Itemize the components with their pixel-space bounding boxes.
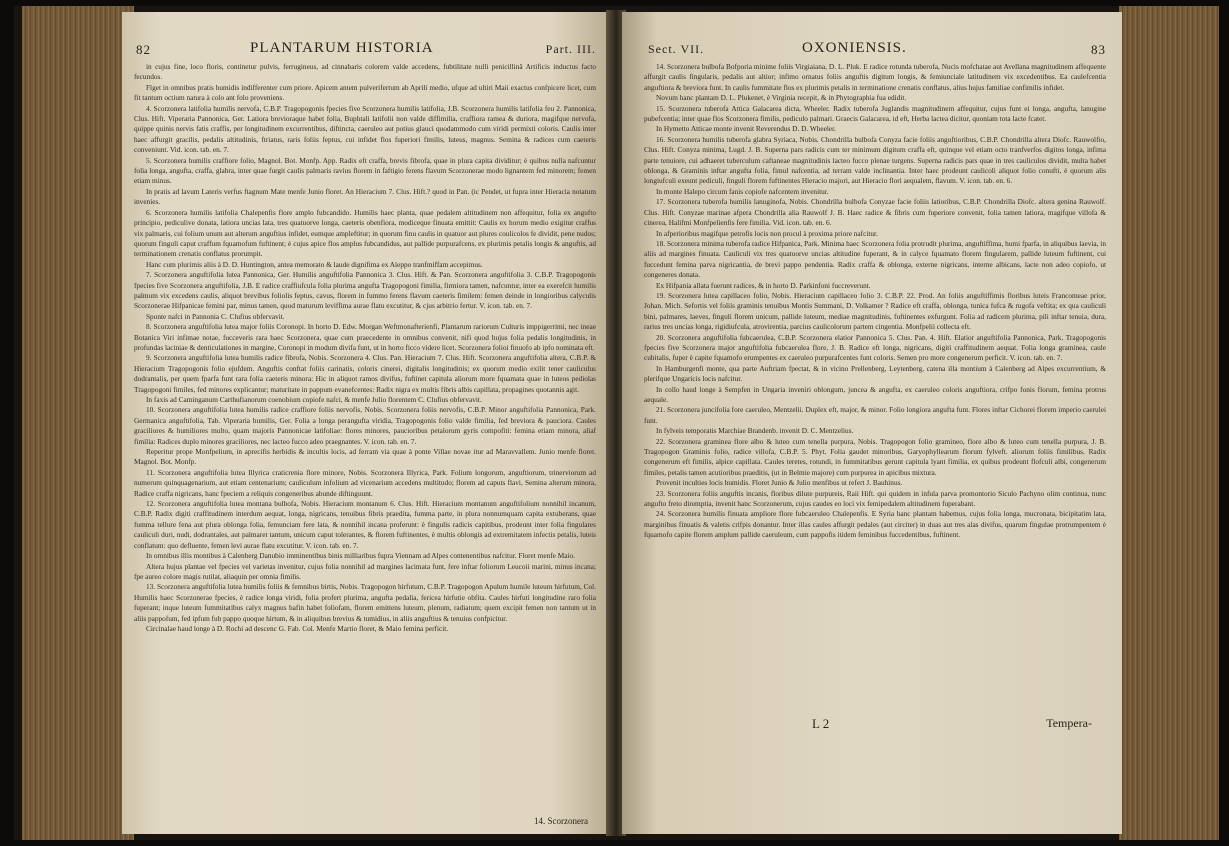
- paragraph: 5. Scorzonera humilis craffiore folio, Magnol. Bot. Monfp. App. Radix eft craffa, brevis fibrofa, quae in plura capita dividitur; è quibus nulla nafcuntur folia longa, angufta, craffa, glabra, inter quae furgit caulis palmaris ravius florem in faftigio ferens flavum Scorzonerae modo lignantem fed minorem; femen etiam minus.: [134, 155, 596, 186]
- right-page-text: [644, 62, 1106, 702]
- paragraph: Ex Hifpania allata fuerunt radices, & in horto D. Parkinfoni fuccreverunt.: [656, 280, 871, 290]
- paragraph: 18. Scorzonera minima tuberofa radice Hifpanica, Park. Minima haec Scorzonera folia protrudit plurima, anguftiffima, humi fparfa, in aliquibus laevia, in aliis ad margines finuata. Cauliculi vix tres quatuorve uncias altitudine fuperant, & in calyce fquamato florem fingularem, pallide luteum fuftinent, cui fuccedunt femina parva nigricantia, de brevi pappo pendentia. Radix craffa & oblonga, externe nigricans, interne albicans, lacte non adeo copiofo, ut congeneres donata.: [644, 238, 1106, 280]
- paragraph: Flget in omnibus pratis humidis indifferenter cum priore. Apicem antem pulverifertum ab Aprili medio, ufque ad ultiri Maii exactus confpicere licet, cum fit tantum octium natura à colo ant folo proveniens.: [134, 82, 596, 103]
- paragraph: 4. Scorzonera latifolia humilis nervofa, C.B.P. Tragopogonis fpecies five Scorzonera humilis latifolia, J.B. Scorzonera humilis latifolia feu 2. Pannonica, Clus. Hift. Viperaria Pannonica, Ger. Latiora brevioraque habet folia, Buphtali latifolii non valde diffimilia, craffiora ramea & duriora, magifque nervofa, quippe quinis nervis fatis craffis, per longitudinem excurrentibus, diftincta, caeruleo aut potius glauci quodammodo cum viridi permixti coloris. Caulis inter haec affurgit gracilis, pedalis altitudinis, ftriatus, raris foliis feptus, cui infidet flos fuperiori fimilis, luteus, magnus. Semina & radices cum caeteris conveniunt. Vid. icon. tab. en. 7.: [134, 103, 596, 155]
- paragraph: In afperioribus magifque petrofis locis non procul à proxima priore nafcitur.: [656, 228, 878, 238]
- paragraph: Circinalae haud longe à D. Rochi ad descenc G. Fab. Col. Menfe Martio floret, & Maio femina perficit.: [146, 623, 449, 633]
- left-page-edges: [22, 6, 134, 840]
- signature-mark: L 2: [812, 716, 830, 731]
- right-catchword: Tempera-: [1046, 716, 1092, 730]
- paragraph: In faxis ad Caminganum Carthufianorum coenobium copiofe nafci, & menfe Julio florentem C. Clufius obfervavit.: [146, 395, 482, 404]
- paragraph: Reperitur prope Monfpelium, in aprecifis herbidis & incultis locis, ad ferram via quae à ponte Villae novae itur ad Maravvallem. Junio menfe floret. Magnol. Bot. Monfp.: [134, 447, 596, 467]
- paragraph: Sponte nafci in Pannonia C. Clufius obfervavit.: [146, 311, 285, 321]
- paragraph: In monte Halepo circum fanis copiofe nafcentem invenitur.: [656, 186, 829, 196]
- paragraph: 13. Scorzonera anguftifolia lutea humilis foliis & femnibus birtis, Nobis. Tragopogon hirfutum, C.B.P. Tragopogon Apulum humile luteum hirfutum, Col. Humilis haec Scorzonerae fpecies, è radice longa viridi, folia profert plurima, angufta pedalia, fericea hirfutie obfita. Caules hirfuti longitudine raro folia fuperant; inque luteum fummitatibus calyx magnus bafin habet foliofam, florem emittens luteum, plenum, radiatum; quem excipit femen non tantum ut in aliis pappofum, fed ipfum fub pappo quoque hirtum, & in aliquibus brevius & tumidius, in aliis anguftius & tenuius confpicitur.: [134, 582, 596, 623]
- paragraph: 17. Scorzonera tuberofa humilis lanuginofa, Nobis. Chondrilla bulbofa Conyzae facie foliis latioribus, C.B.P. Chondrilla Diofc. altera genina Rauwolf. Clus. Hift. Conyzae marinae afpera Chondrilla alia Rauwolf J. B. Haec radice & fibris cum fuperiore convenit, folia tamen latiora, magifque villofa & cinerea, Halifmi Monfpelienfis fere fimilia. Vid. icon. tab. en. 6.: [644, 197, 1106, 228]
- paragraph: In fylveis temporatis Marchiae Brandenb. invenit D. C. Mentzelius.: [656, 426, 854, 436]
- paragraph: 15. Scorzonera tuberofa Attica Galacarea dicta, Wheeler. Radix tuberofa Juglandis magnitudinem affequitur, cujus funt ei longa, angufta, lanugine pubefcentia; inter quae flos Scorzonera fimilis, pediculo palmari. Graecis Galacarea, id eft, Herba lactea dicitur, quoniam tota lacte fcatet.: [644, 103, 1106, 124]
- paragraph: Provenit inculties locis humidis. Floret Junio & Julio menfibus ut refert J. Bauhinus.: [656, 478, 903, 488]
- left-page-text: [134, 62, 596, 802]
- paragraph: In pratis ad lavum Lateris verfus ftagnum Mate menfe Junio floret. An Hieracium 7. Clus. Hift.? quod in Pan. (ic Pendet, ut fupra inter Hieracia notatum invenies.: [134, 186, 596, 207]
- right-running-title: OXONIENSIS.: [802, 40, 907, 56]
- paragraph: 21. Scorzonera juncifolia fore caeruleo, Mentzelii. Duplex eft, major, & minor. Folio longiora angufta funt. Flores inftar Cichorei florem imperio caerulei funt.: [644, 405, 1106, 425]
- paragraph: 11. Scorzonera anguftifolia lutea Illyrica craticrenia flore minore, Nobis. Scorzonera Illyrica, Park. Folium longorum, anguftiorum, trinerviorum ad numerum quinquagenarium, aut etiam centenarium; cauliculum infolium ad vicenarium accedens multitudo; florem ad caputs flavi, Semina alterum minora, Radice craffa nigricans, hanc fpeciem a reliquis congeneribus abunde diftinguunt.: [134, 467, 596, 498]
- paragraph: 6. Scorzonera humilis latifolia Chalepenfis flore amplo fubcandido. Humilis haec planta, quae pedalem altitudinem non affequitur, folia ex angufto principio, pediculive donata, latiora uncias lata, tres quatuorve longa, caeteris obenfiora, modiceque finuata emittit: Caulis ex horum medio exigitur craffus vix palmaris, cui folium unum aut alterum anguftius infidet, eumque ampleftitur; in quorum finu caulis in quatuor aut plures coulicolos fe dividit, pene nudos; quorum finguli caput craffum fquamofum fuftinent; è cujus apice flos amplus fubcandidus, aut pallide purpurafcens, ex plurimis petalis longis & anguftis, ad terminationem crenatis conflatus prorumpit.: [134, 207, 596, 259]
- paragraph: In Hymetto Atticae monte invenit Reverendus D. D. Wheeler.: [656, 124, 837, 134]
- paragraph: Hanc cum plurimis aliis à D. D. Huntington, antea memorato & laude dignifima ex Aleppo tranfmiffam accepimus.: [146, 259, 483, 269]
- paragraph: 24. Scorzonera humilis finuata ampliore flore fubcaeruleo Chalepenfis. E Syria hanc plantam habemus, cujus folia longa, mucronata, bicipitatim lata, marginibus finuatis & valetis crifpis donantur. Inter illas caules affurgit pedales (aut circiter) in duas aut tres alas divifus, quarum fingulae protrumpentem è fquamofo capite florem amplum pallide caeruleum, cum pappofis itidem feminibus fuccedentibus, fuftinent.: [644, 509, 1106, 540]
- paragraph: 7. Scorzonera anguftifolia lutea Pannonica, Ger. Humilis anguftifolia Pannonica 3. Clus. Hift. & Pan. Scorzonera anguftifolia 3. C.B.P. Tragopogonis fpecies five Scorzonera anguftifolia, J.B. E radice craffiufcula folia plurima angufta Tragopogoni fimilia, firmiora tamen, nafcuntur, inter ea exerefcit humilis palmum vix excedens caulis, aliquot brevibus foliolis feptus, cavus, florem in fummo ferens flavum caeteris fimilem: femen deinde in longioribus calyculis Scorzonerae Hifpanicae femini par, minus tamen, quod maturum leviffima aurae flatu excutitur, & cjus arbitrio fertur. V. icon. tab. en. 7.: [134, 270, 596, 311]
- left-running-title: PLANTARUM HISTORIA: [250, 40, 434, 56]
- paragraph: 9. Scorzonera anguftifolia lutea humilis radice fibrofa, Nobis. Scorzonera 4. Clus. Pan. Hieracium 7. Clus. Hift. Scorzonera anguftifolia altera, C.B.P. & Hieracium Tragopogonis folio ejufdem. Anguftis conftat foliis carinatis, coloris cinerei, digitalis longitudinis; ex quorum medio exilit tener cauliculus dodrantalis, per quem fparfa funt rara folia caeteris minora: Hic in aliquot ramos divifus, fuftinet capitula aliorum more fquamata quae in luteos pediolas Tragopogoni fimiles, fed minores explicantur; maturitate in pappum evanefcentes: Radix nigra ex multis fibris albis capillata, propagines quotannis agit.: [134, 353, 596, 394]
- paragraph: 10. Scorzonera anguftifolia lutea humilis radice craffiore foliis nervofis, Nobis. Scorzonera foliis nervofis, C.B.P. Minor anguftifolia Pannonica, Park. Germanica anguftifolia, Tab. Viperaria humilis, Ger. Folia a longa perangufta viridia, Tragopogonis folio valde fimilia, fed breviora & pauciora. Caules graciliores & humiliores multo, quam majoris Pannonicae latifoliae: flores minores, paucioribus petalorum gyris compofiti: femina etiam minora, aliaf fimilia: Radices duplo minores graciliores, nec lacteo fucco adeo praegnantes. V. icon. tab. en. 7.: [134, 405, 596, 446]
- right-page-number: 83: [1091, 42, 1106, 57]
- paragraph: In omnibus illis montibus à Calenberg Danubio imminentibus binis milliaribus fupra Viennam ad Alpes contenentibus nafcitur. Floret menfe Maio.: [146, 551, 575, 561]
- paragraph: 16. Scorzonera humilis tuberofa glabra Syriaca, Nobis. Chondrilla bulbofa Conyza facie foliis anguftioribus, C.B.P. Chondrilla altera Diofc. Rauwolfio, Clus. Hift. Conyza minima, Lugd. J. B. Superna pars radicis cum ter minimum digitum craffa eft, quinque vel etiam octo tranfverfos digitos longa, infima parte tenuiore, cui adhaeret tuberculum caftaneae magnitudinis lacteo fucco plenae turgens. Superna radicis pars quae in tres cauliculos dividit, multa habet oblonga, & Graminis inftar angufta folia, fimul nafcentia, ad terram valde inclinantia. Inter haec prodeunt caulicoli aliquot folio conufti, è quorum alis longiufculi exeunt pediculi, finguli florem fuftinentes Hieracio majori, aut Hieracio flori aequalem, flavum. V. icon. tab. en. 6.: [644, 134, 1106, 186]
- paragraph: 20. Scorzonera anguftifolia fubcaerulea, C.B.P. Scorzonera elatior Pannonica 5. Clus. Pan. 4. Hift. Elatior anguftifolia Pannonica, Park. Tragopogonis fpecies five Scorzonera major anguftifolia fubcaerulea flore, J. B. Radice eft longa, nigricans, digiti craffitudinem aequat. Folia longa graminea, caule cubitalis, fuper è capite fquamofo erumpentes ex caeruleo purpurafcentes funt coloris. Semen pro more congenerum perficit. V. icon. tab. en. 7.: [644, 332, 1106, 363]
- paragraph: In Hamburgenfi monte, qua parte Auftriam fpectat, & in vicino Prellenberg, Leytenberg, catena illa montium à Calenberg ad Alpes excurrentium, & plerifque Ungaricis locis nafcitur.: [644, 363, 1106, 384]
- right-section-label: Sect. VII.: [648, 42, 705, 56]
- paragraph: 19. Scorzonera lutea capillaceo folio, Nobis. Hieracium capillaceo folio 3. C.B.P. 22. Prod. An foliis anguftiffimis floribus luteis Francomeae prior, Johan. Mich. Sefortis vel foliis graminis tenuibus Montis Summani, D. Volkamer ? Radice eft craffa, oblonga, tunica fufca & rugofa veftita; ex qua cauliculi bini, palmares, laeves, finguli florem unicum, pallide luteum, mediae magnitudinis, fuftinentes exfurgunt. Folia ad radicem plurima, pili inftar tenuia, dura, rarius tres uncias longa, rigidiufcula, atrovirentia, parcius caulicolorum partem cingentia. Monfpelii collecta eft.: [644, 290, 1106, 332]
- paragraph: 22. Scorzonera graminea flore albo & luteo cum tenella purpura, Nobis. Tragopogon folio gramineo, flore albo & luteo cum tenella purpura, J. B. Tragopogon Graminis folio, radice villofa, C.B.P. 5. Phyt. Folia gaudet minoribus, Garyophyllearum florum fylveft. aliorum foliis fimilibus. Radix congenerum eft fimilis, alpice capillata. Caules teretes, rotundi, in fummitatibus gerunt capitula lyant fimilia, ex quibus prodeunt flofculi albi, congenerum fimiles, petalis tamen acutioribus praeditis, (ut in Belmie majore) cum purpurea in apicibus mixtura.: [644, 436, 1106, 477]
- paragraph: In collo haud longe à Sempfen in Ungaria inveniri oblongum, juncea & angufta, ex caeruleo coloris anguftiora, crifpo fonis florum, femina protrus aequale.: [644, 384, 1106, 404]
- left-part-label: Part. III.: [545, 42, 596, 56]
- right-page: [622, 12, 1122, 834]
- paragraph: 23. Scorzonera foliis anguftis incanis, floribus dilute purpureis, Raii Hift. qui quidem in infula parva promontorio Siculo Pachyno olim continua, nunc angufto freto diremptia, invenit hanc Scorzonerum, cujus caudes eo loci vix femipedalem altitudinem fuperabant.: [644, 488, 1106, 509]
- paragraph: Novum hanc plantam D. L. Plukenet, è Virginia recepit, & in Phytographia fua edidit.: [656, 93, 907, 103]
- paragraph: 14. Scorzonera bulbofa Bofporia minime foliis Virgiaiana, D. L. Pluk. E radice rotunda tuberofa, Nucis mofchatae aut Avellana magnitudinem affequente affurgit caulis fingularis, pedalis aut altior; infimo ornatus foliis anguftis digitum longis, & femiunciale latitudinem vix excedentibus. Ea caulefcentia anguftiora & breviora funt. In caulis fummitate flos ex plurimis petalis in terminatione crenatis conflatus, alius hujus familiae confimilis infidet.: [644, 62, 1106, 92]
- paragraph: in cujus fine, loco floris, continetur pulvis, ferrugineus, ad cinnabaris colorem valde accedens, fubtilitate nulli penicillinâ Artificis inductus facto fecundos.: [134, 62, 596, 82]
- paragraph: Altera hujus plantae vel fpecies vel varietas invenitur, cujus folia nonnihil ad margines lacimata funt, fere inftar foliorum Leucoii marini, minus incana; fpe aureo colore magis rutilat, aliaquin per omnia fimilis.: [134, 561, 596, 581]
- paragraph: 8. Scorzonera anguftifolia lutea major foliis Coronopi. In horto D. Edw. Morgan Weftmonafterienfi, Plantarum rariorum Culturis imppigerrimi, nec ineae Botanica Viri infimae notae, fucceveris rara haec Scorzonera, quae cum praecedente in omnibus convenit, nifi quod hujus folia pedalis longitudinis, in profundas laciniae & denticulationes in margine, Coronopi in modum divifa funt, ut in horto ficco videre licet. Scorzonera folioi finuofo ab ipfo nominata eft.: [134, 322, 596, 352]
- left-catchword: 14. Scorzonera: [534, 816, 588, 826]
- right-page-edges: [1119, 6, 1219, 840]
- paragraph: 12. Scorzonera anguftifolia lutea montana bulbofa, Nobis. Hieracium montanum 6. Clus. Hift. Hieracium montanum anguftifolium nonnihil incanum, C.B.P. Radix digiti craffitudinem interdum aequat, longa, nigricans, tenuibus fibris praedita, fumma parte, in plura nonnumquam capita extuberans, quae fumma tellure fena aut plura oblonga folia, femunciam fere lata, & nonnihil incana proferunt: è fingulis radicis capitibus, prodeunt inter folia fingulares cauliculi duri, nudi, dodrantales, aut palmaret tantum, unicum caput tolerantes, & florem fuftinentes, è multis oblongis ad extremitatem infectis petalis, luteis conflatum: quo defluente, femen levi aurae flatu excutitur. V. icon. tab. en. 7.: [134, 499, 596, 550]
- left-page: [122, 12, 610, 834]
- left-page-number: 82: [136, 42, 151, 57]
